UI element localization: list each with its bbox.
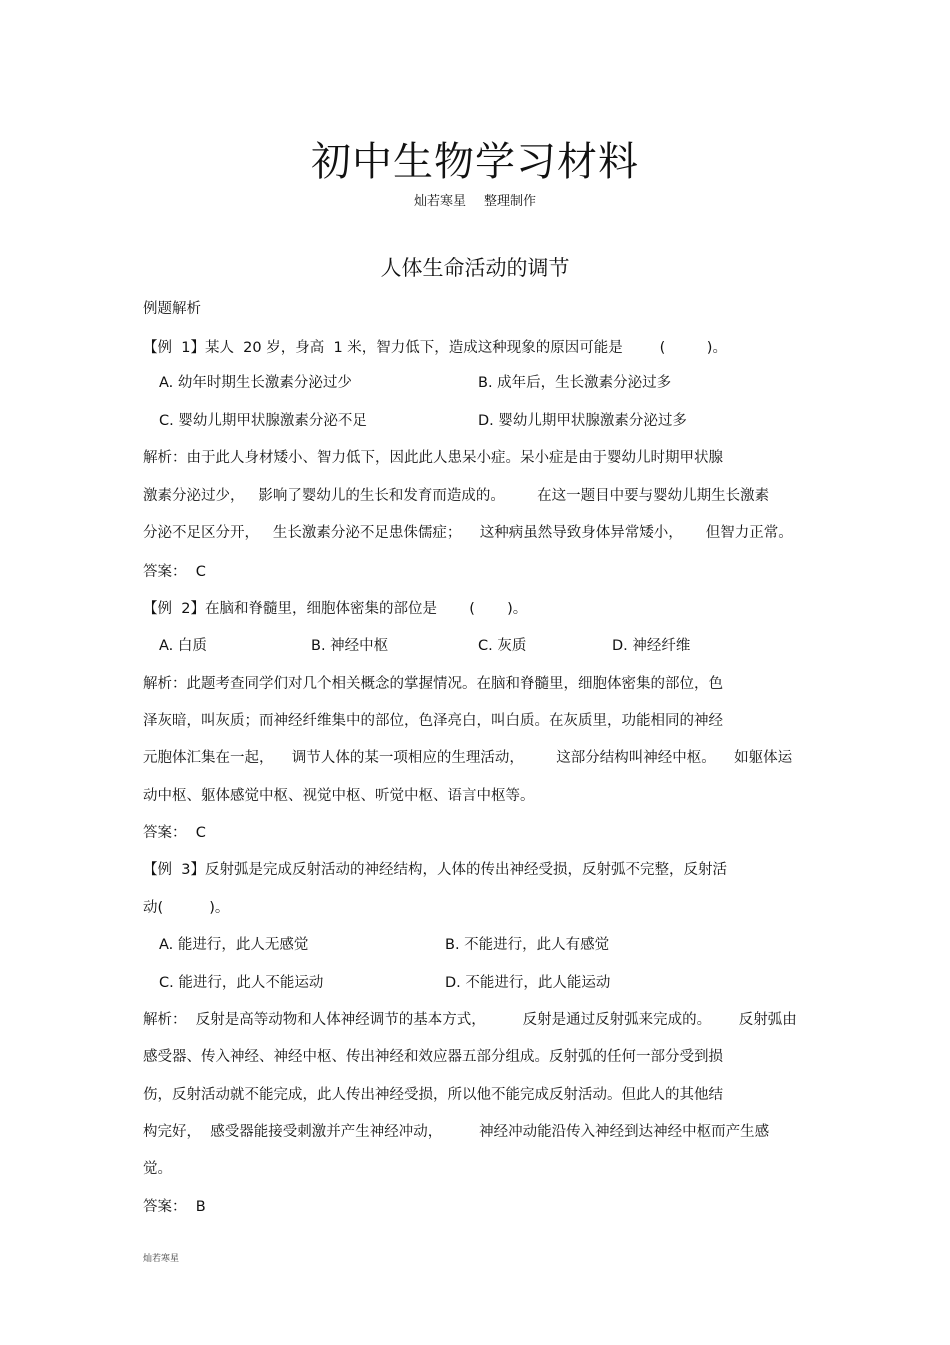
q3-answer: 答案： B — [143, 1199, 206, 1215]
author-line — [0, 193, 950, 211]
q1-option-b: B. 成年后，生长激素分泌过多 — [478, 375, 672, 391]
q2-analysis-line: 泽灰暗，叫灰质；而神经纤维集中的部位，色泽亮白，叫白质。在灰质里，功能相同的神经 — [143, 713, 723, 729]
q3-stem-line: 动( )。 — [143, 900, 230, 916]
author-name: 灿若寒星 — [413, 194, 466, 209]
q3-option-c: C. 能进行，此人不能运动 — [159, 975, 324, 991]
author-role: 整理制作 — [484, 194, 537, 209]
q3-analysis-line: 感受器、传入神经、神经中枢、传出神经和效应器五部分组成。反射弧的任何一部分受到损 — [143, 1049, 723, 1065]
q2-analysis-line: 动中枢、躯体感觉中枢、视觉中枢、听觉中枢、语言中枢等。 — [143, 788, 535, 804]
section-title: 人体生命活动的调节 — [380, 256, 570, 280]
q2-analysis-line: 解析：此题考查同学们对几个相关概念的掌握情况。在脑和脊髓里，细胞体密集的部位，色 — [143, 676, 723, 692]
intro-heading: 例题解析 — [143, 301, 201, 317]
q3-analysis-line: 觉。 — [143, 1161, 172, 1177]
q3-analysis-line: 伤，反射活动就不能完成，此人传出神经受损，所以他不能完成反射活动。但此人的其他结 — [143, 1087, 723, 1103]
q2-answer: 答案： C — [143, 825, 206, 841]
q2-option-d: D. 神经纤维 — [612, 638, 691, 654]
q1-analysis-line: 解析：由于此人身材矮小、智力低下，因此此人患呆小症。呆小症是由于婴幼儿时期甲状腺 — [143, 450, 723, 466]
q3-option-a: A. 能进行，此人无感觉 — [159, 937, 309, 953]
q1-analysis-line: 激素分泌过少， 影响了婴幼儿的生长和发育而造成的。 在这一题目中要与婴幼儿期生长激素 — [143, 488, 770, 504]
q3-analysis-line: 构完好， 感受器能接受刺激并产生神经冲动， 神经冲动能沿传入神经到达神经中枢而产生感 — [143, 1124, 770, 1140]
q2-option-a: A. 白质 — [159, 638, 207, 654]
q1-option-a: A. 幼年时期生长激素分泌过少 — [159, 375, 352, 391]
q3-analysis-line: 解析： 反射是高等动物和人体神经调节的基本方式， 反射是通过反射弧来完成的。 反射弧由 — [143, 1012, 797, 1028]
q1-option-c: C. 婴幼儿期甲状腺激素分泌不足 — [159, 413, 367, 429]
q1-option-d: D. 婴幼儿期甲状腺激素分泌过多 — [478, 413, 687, 429]
q3-stem-line: 【例 3】反射弧是完成反射活动的神经结构，人体的传出神经受损，反射弧不完整，反射活 — [143, 862, 727, 878]
page-footer: 灿若寒星 — [143, 1254, 180, 1264]
q2-stem: 【例 2】在脑和脊髓里，细胞体密集的部位是 ( )。 — [143, 601, 528, 617]
q1-answer: 答案： C — [143, 564, 206, 580]
q3-option-d: D. 不能进行，此人能运动 — [445, 975, 611, 991]
q2-option-c: C. 灰质 — [478, 638, 527, 654]
q3-option-b: B. 不能进行，此人有感觉 — [445, 937, 610, 953]
q1-stem: 【例 1】某人 20 岁，身高 1 米，智力低下，造成这种现象的原因可能是 ( )。 — [143, 340, 727, 356]
document-title: 初中生物学习材料 — [311, 139, 639, 185]
q2-option-b: B. 神经中枢 — [311, 638, 389, 654]
q2-analysis-line: 元胞体汇集在一起， 调节人体的某一项相应的生理活动， 这部分结构叫神经中枢。 如躯体运 — [143, 750, 793, 766]
q1-analysis-line: 分泌不足区分开， 生长激素分泌不足患侏儒症； 这种病虽然导致身体异常矮小， 但智力正常。 — [143, 525, 793, 541]
